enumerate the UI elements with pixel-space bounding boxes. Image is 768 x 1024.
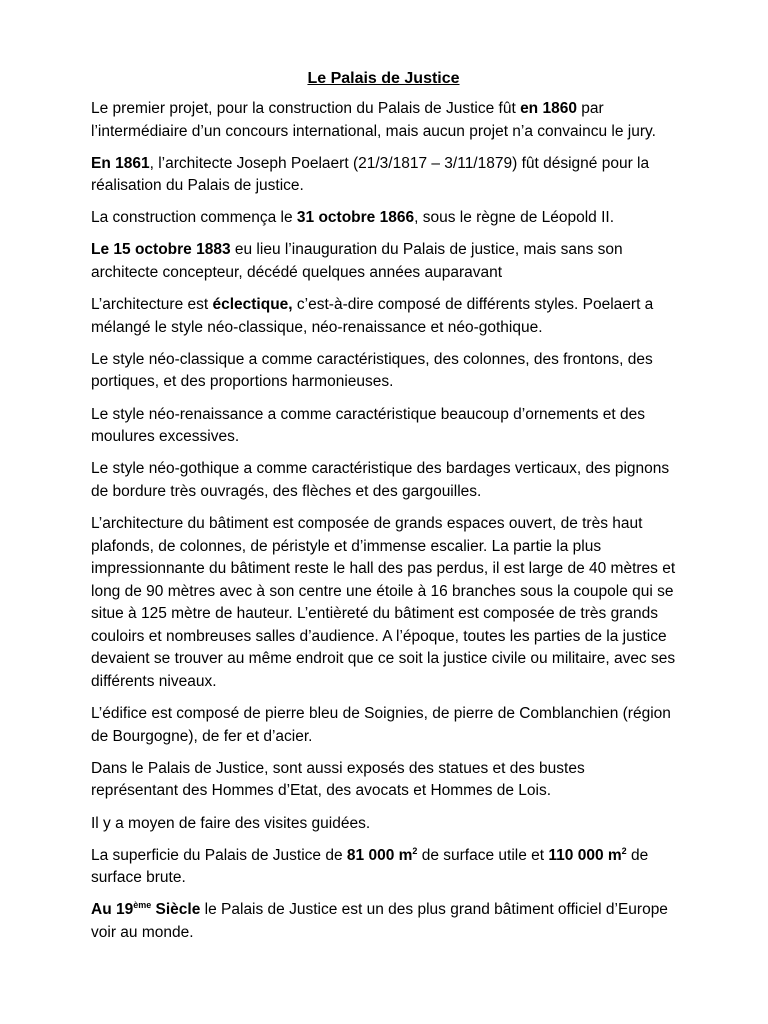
text-span: le Palais de Justice est un des plus grand bâtiment officiel d’Europe voir au monde.	[91, 901, 668, 941]
paragraph-construction-start	[91, 207, 676, 230]
text-span: de surface brute.	[91, 846, 649, 887]
text-span: , sous le règne de Léopold II.	[414, 209, 615, 227]
text-span: 110 000 m	[548, 846, 622, 864]
paragraph-inauguration	[91, 239, 676, 284]
text-span: eu lieu l’inauguration du Palais de justice, mais sans son architecte concepteur, décédé quelques années auparavant	[91, 241, 623, 282]
text-span: par l’intermédiaire d’un concours international, mais aucun projet n’a convaincu le jury.	[91, 100, 656, 140]
page-title: Le Palais de Justice	[307, 70, 460, 87]
bold-year-1860: en 1860	[520, 100, 577, 117]
paragraph-guided-tours: Il y a moyen de faire des visites guidées.	[91, 814, 371, 832]
bold-useful-surface	[347, 847, 418, 864]
text-span: La superficie du Palais de Justice de	[91, 846, 347, 864]
bold-year-1861: En 1861	[91, 154, 150, 172]
paragraph-neo-renaissance: Le style néo-renaissance a comme caractéristique beaucoup d’ornements et des moulures excessives.	[91, 405, 646, 446]
paragraph-statues: Dans le Palais de Justice, sont aussi exposés des statues et des bustes représentant des Hommes d’Etat, des avocats et Hommes de Lois.	[91, 759, 585, 800]
paragraph-architect	[91, 153, 676, 198]
superscript: 2	[412, 845, 418, 856]
paragraph-building-architecture: L’architecture du bâtiment est composée de grands espaces ouvert, de très haut plafonds, de colonnes, de péristyle et d’immense escalier. La partie la plus impressionnante du bâtiment reste le hall des pas perdus, il est large de 40 mètres et long de 90 mètres avec à son centre une étoile à 16 branches sous la coupole qui se situe à 125 mètre de hauteur. L’entièreté du bâtiment est composée de très grands couloirs et nombreuses salles d’audience. A l’époque, toutes les parties de la justice devaient se trouver au même endroit que ce soit la justice civile ou militaire, avec ses différents niveaux.	[91, 514, 676, 691]
bold-date-1883: Le 15 octobre 1883	[91, 241, 231, 259]
paragraph-neo-classical: Le style néo-classique a comme caractéristiques, des colonnes, des frontons, des portiques, et des proportions harmonieuses.	[91, 350, 653, 391]
paragraph-19th-century	[91, 899, 676, 944]
paragraph-first-project	[91, 98, 676, 143]
text-span: Le premier projet, pour la construction du Palais de Justice fût	[91, 100, 521, 117]
text-span: La construction commença le	[91, 209, 297, 227]
superscript: ème	[133, 900, 152, 911]
bold-date-1866: 31 octobre 1866	[296, 209, 415, 227]
bold-century	[91, 901, 200, 918]
text-span: Au 19	[91, 901, 134, 919]
text-span: Siècle	[151, 901, 201, 919]
text-span: L’architecture est	[91, 296, 213, 314]
bold-eclectique: éclectique,	[212, 296, 293, 314]
text-span: de surface utile et	[417, 846, 549, 864]
superscript: 2	[621, 845, 627, 856]
text-span: c’est-à-dire composé de différents styles. Poelaert a mélangé le style néo-classique, néo-renaissance et néo-gothique.	[91, 296, 654, 336]
text-span: 81 000 m	[346, 846, 413, 864]
paragraph-eclectic-architecture	[91, 294, 676, 339]
paragraph-surface-area	[91, 845, 676, 890]
bold-gross-surface	[548, 847, 626, 864]
text-span: , l’architecte Joseph Poelaert (21/3/1817 – 3/11/1879) fût désigné pour la réalisation du Palais de justice.	[91, 154, 650, 195]
paragraph-materials: L’édifice est composé de pierre bleu de Soignies, de pierre de Comblanchien (région de Bourgogne), de fer et d’acier.	[91, 705, 671, 745]
paragraph-neo-gothic: Le style néo-gothique a comme caractéristique des bardages verticaux, des pignons de bordure très ouvragés, des flèches et des gargouilles.	[91, 460, 670, 500]
